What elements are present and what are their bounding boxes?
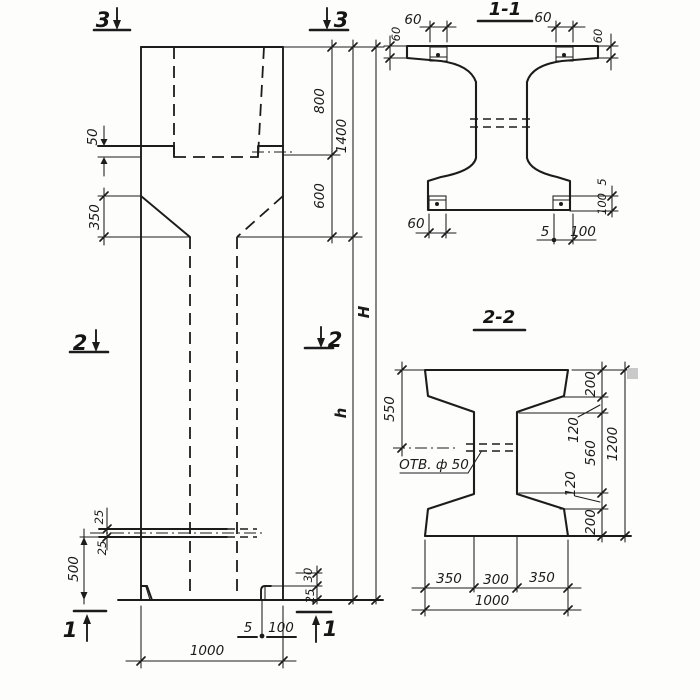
hole-callout bbox=[399, 452, 481, 473]
dim-5-right-label: 5 bbox=[595, 178, 609, 186]
dim-550 bbox=[382, 362, 428, 456]
dim-chain-800-600 bbox=[237, 40, 384, 243]
i-section-outline bbox=[407, 46, 598, 210]
dim-60-trh-label: 60 bbox=[591, 28, 605, 44]
dim-60-top-left-height bbox=[384, 27, 407, 70]
embed-plate-top-right bbox=[556, 47, 573, 61]
dim-1000-label: 1000 bbox=[189, 643, 225, 659]
dim-25-25 bbox=[92, 508, 111, 555]
scan-artifact bbox=[627, 368, 638, 379]
hole-hidden-lines bbox=[470, 119, 533, 127]
dim-50-label: 50 bbox=[85, 128, 101, 146]
section-2-2-title-label: 2-2 bbox=[482, 307, 516, 328]
dim-25-foot-label: 25 bbox=[303, 588, 317, 604]
dim-560-label: 560 bbox=[583, 440, 599, 466]
column-hidden-edges bbox=[174, 47, 283, 597]
dim-30-foot-label: 30 bbox=[301, 567, 315, 583]
dim-1400-label: 1400 bbox=[334, 118, 350, 154]
down-arrow-icon bbox=[113, 20, 121, 30]
dim-60-top-left-width bbox=[404, 12, 456, 42]
dim-200-top-label: 200 bbox=[583, 371, 599, 397]
section-marker-2-left bbox=[70, 330, 108, 355]
dim-bottom-widths bbox=[412, 536, 581, 616]
section-marker-1-right bbox=[297, 612, 337, 642]
dim-25-upper-label: 25 bbox=[92, 509, 106, 525]
dim-H-label: H bbox=[355, 305, 373, 319]
dim-550-label: 550 bbox=[382, 396, 398, 422]
down-arrow-icon bbox=[92, 342, 100, 352]
dim-350-left-label: 350 bbox=[436, 571, 462, 587]
dim-chain-1400-h bbox=[332, 40, 357, 604]
up-arrow-icon bbox=[83, 614, 91, 624]
dim-chain-H bbox=[355, 40, 380, 604]
marker-3-right-label: 3 bbox=[333, 8, 349, 32]
top-embed-detail bbox=[98, 146, 294, 157]
dim-350 bbox=[87, 188, 190, 245]
column-feet bbox=[141, 586, 271, 600]
elevation-view bbox=[63, 8, 384, 668]
up-arrow-icon bbox=[312, 615, 320, 625]
marker-1-left-label: 1 bbox=[62, 618, 78, 642]
section-2-2-view bbox=[382, 307, 638, 616]
section-marker-2-right bbox=[305, 327, 342, 352]
dim-500 bbox=[66, 529, 99, 604]
marker-1-right-label: 1 bbox=[322, 617, 338, 641]
hole-label: ОТВ. ф 50 bbox=[399, 457, 469, 473]
dim-1000-s22-label: 1000 bbox=[474, 593, 510, 609]
down-arrow-icon bbox=[323, 20, 331, 30]
dim-100-label: 100 bbox=[268, 620, 294, 636]
dim-foot-30-25 bbox=[271, 566, 322, 604]
dim-100-right-label: 100 bbox=[595, 193, 609, 215]
dim-60-top-right-height bbox=[591, 29, 618, 70]
dim-25-lower-label: 25 bbox=[95, 540, 109, 556]
i-section-2-outline bbox=[425, 370, 568, 536]
dim-60-tlh-label: 60 bbox=[389, 26, 403, 42]
marker-2-left-label: 2 bbox=[72, 331, 88, 355]
section-1-1-title bbox=[478, 0, 532, 21]
embed-plate-top-left bbox=[430, 47, 447, 61]
dim-5-bottom-label: 5 bbox=[540, 224, 550, 240]
dim-5-label: 5 bbox=[243, 620, 253, 636]
dim-350-label: 350 bbox=[87, 204, 103, 230]
marker-3-left-label: 3 bbox=[95, 8, 111, 32]
section-marker-3-right bbox=[310, 8, 348, 32]
dim-60-bottom-left bbox=[407, 214, 456, 238]
dim-60-top-right-width bbox=[534, 10, 585, 42]
dim-1200 bbox=[605, 362, 629, 542]
section-marker-3-left bbox=[94, 8, 130, 32]
dim-h-label: h bbox=[332, 407, 350, 419]
section-1-1-view bbox=[384, 0, 618, 244]
dim-60-trw-label: 60 bbox=[534, 10, 552, 26]
dim-60-bl-label: 60 bbox=[407, 216, 425, 232]
embed-plate-bottom-right bbox=[553, 196, 570, 210]
dim-50 bbox=[85, 126, 108, 176]
dim-300-label: 300 bbox=[483, 572, 509, 588]
dim-500-label: 500 bbox=[66, 556, 82, 582]
dim-1200-label: 1200 bbox=[605, 426, 621, 462]
section-marker-1-left bbox=[63, 611, 106, 642]
down-arrow-icon bbox=[317, 338, 325, 348]
dim-120-upper-label: 120 bbox=[566, 417, 582, 443]
dim-60-tlw-label: 60 bbox=[404, 12, 422, 28]
dim-350-right-label: 350 bbox=[529, 570, 555, 586]
dim-5-100-right bbox=[570, 178, 618, 217]
dim-100-bottom-label: 100 bbox=[570, 224, 596, 240]
embed-plate-bottom-left bbox=[429, 196, 446, 210]
dim-5-100-bottom bbox=[537, 214, 596, 244]
dim-5-100 bbox=[238, 600, 296, 638]
hole-lines bbox=[393, 444, 518, 451]
dim-800-label: 800 bbox=[312, 88, 328, 114]
section-2-2-title bbox=[474, 307, 525, 330]
section-1-1-title-label: 1-1 bbox=[488, 0, 522, 20]
dim-120-lower-label: 120 bbox=[563, 471, 579, 497]
dim-200-bottom-label: 200 bbox=[583, 509, 599, 535]
marker-2-right-label: 2 bbox=[327, 328, 343, 352]
dim-600-label: 600 bbox=[312, 183, 328, 209]
